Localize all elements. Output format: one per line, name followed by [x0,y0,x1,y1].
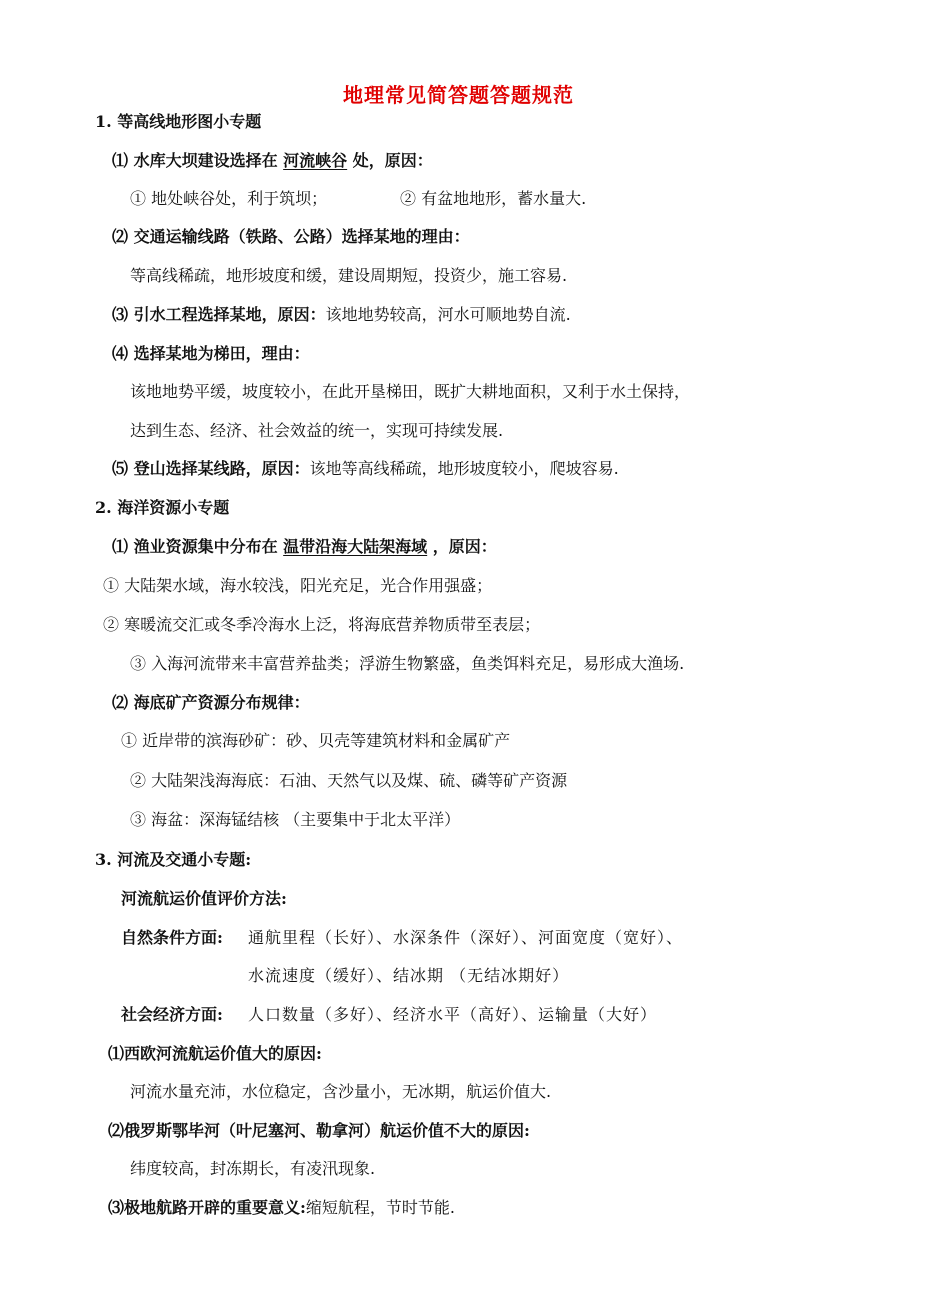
section-3-heading: 3. 河流及交通小专题: [95,850,252,869]
s1-q1-pre: ⑴ 水库大坝建设选择在 [112,151,284,170]
s3-q3-answer: 缩短航程，节时节能. [305,1198,456,1217]
s2-q1-answer-2: ② 寒暖流交汇或冬季冷海水上泛，将海底营养物质带至表层； [103,615,541,634]
s1-q1-answer-2: ② 有盆地地形，蓄水量大. [400,189,587,208]
s3-natural-label: 自然条件方面: [121,928,223,947]
s3-q1-answer: 河流水量充沛，水位稳定，含沙量小，无冰期，航运价值大. [130,1082,552,1101]
s2-q1 [112,537,497,557]
s3-q3-label: ⑶极地航路开辟的重要意义: [108,1198,306,1217]
s2-q2: ⑵ 海底矿产资源分布规律： [112,693,310,712]
s2-q1-pre: ⑴ 渔业资源集中分布在 [112,537,284,556]
s1-q4: ⑷ 选择某地为梯田，理由： [112,344,310,363]
s2-q1-answer-1: ① 大陆架水域，海水较浅，阳光充足，光合作用强盛； [103,576,493,595]
s1-q2-answer: 等高线稀疏，地形坡度和缓，建设周期短，投资少，施工容易. [130,266,568,285]
s3-natural-line-1: 通航里程（长好）、水深条件（深好）、河面宽度（宽好）、 [248,928,684,947]
section-1-heading: 1. 等高线地形图小专题 [95,112,262,131]
document-title: 地理常见简答题答题规范 [343,83,574,107]
s3-natural-line-2: 水流速度（缓好）、结冰期 （无结冰期好） [248,966,570,985]
s3-method-heading: 河流航运价值评价方法: [121,889,287,908]
s1-q4-answer-2: 达到生态、经济、社会效益的统一，实现可持续发展. [130,421,504,440]
s2-q1-post: ，原因： [427,537,497,556]
s3-q2: ⑵俄罗斯鄂毕河（叶尼塞河、勒拿河）航运价值不大的原因: [108,1121,530,1140]
s1-q1-answer-1: ① 地处峡谷处，利于筑坝； [130,189,328,208]
s1-q5-answer: 该地等高线稀疏，地形坡度较小，爬坡容易. [309,459,619,478]
s2-q2-answer-1: ① 近岸带的滨海砂矿：砂、贝壳等建筑材料和金属矿产 [121,731,511,750]
s1-q3-label: ⑶ 引水工程选择某地，原因： [112,305,326,324]
s1-q4-answer-1: 该地地势平缓，坡度较小，在此开垦梯田，既扩大耕地面积，又利于水土保持， [130,382,691,401]
s2-q1-answer-3: ③ 入海河流带来丰富营养盐类；浮游生物繁盛，鱼类饵料充足，易形成大渔场. [130,654,685,673]
s1-q2: ⑵ 交通运输线路（铁路、公路）选择某地的理由： [112,227,470,246]
s1-q5 [112,459,619,479]
s3-social-line: 人口数量（多好）、经济水平（高好）、运输量（大好） [248,1005,658,1024]
s1-q1-post: 处，原因： [347,151,433,170]
s3-q1: ⑴西欧河流航运价值大的原因: [108,1044,322,1063]
s2-q1-underlined: 温带沿海大陆架海域 [283,537,428,556]
s2-q2-answer-3: ③ 海盆：深海锰结核 （主要集中于北太平洋） [130,810,461,829]
s3-social-label: 社会经济方面: [121,1005,223,1024]
s3-q3 [108,1198,455,1218]
section-2-heading: 2. 海洋资源小专题 [95,498,230,517]
s1-q3-answer: 该地地势较高，河水可顺地势自流. [325,305,571,324]
s3-q2-answer: 纬度较高，封冻期长，有凌汛现象. [130,1159,376,1178]
s1-q5-label: ⑸ 登山选择某线路，原因： [112,459,310,478]
s1-q1-underlined: 河流峡谷 [283,151,348,170]
s1-q3 [112,305,571,325]
s1-q1 [112,151,433,171]
s2-q2-answer-2: ② 大陆架浅海海底：石油、天然气以及煤、硫、磷等矿产资源 [130,771,568,790]
